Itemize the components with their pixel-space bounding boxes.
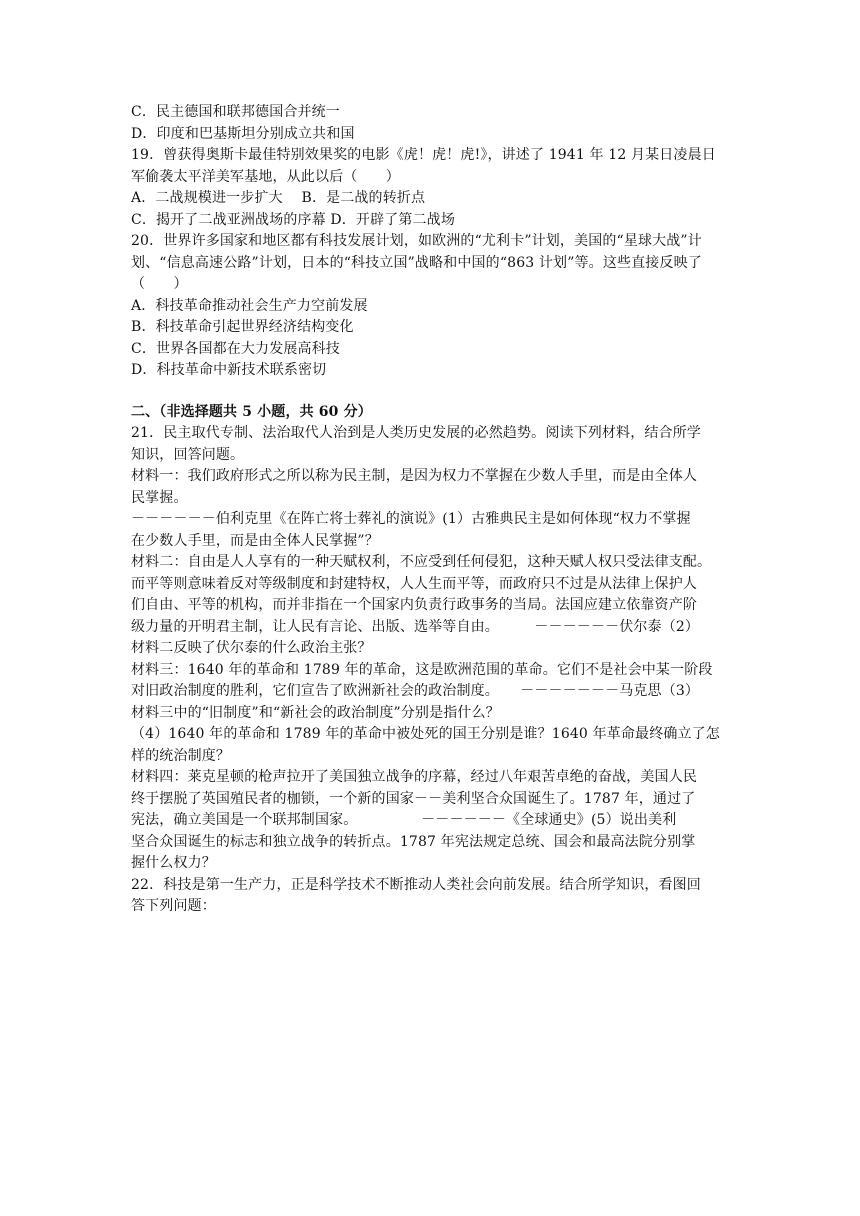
question-22: 22．科技是第一生产力，正是科学技术不断推动人类社会向前发展。结合所学知识，看图回 (131, 876, 701, 893)
text-line: （ ） (131, 276, 188, 292)
text-line: A．科技革命推动社会生产力空前发展 (131, 297, 368, 314)
section-heading: 二、（非选择题共 5 小题，共 60 分） (131, 403, 372, 420)
text-line: 坚合众国诞生的标志和独立战争的转折点。1787 年宪法规定总统、国会和最高法院分别掌 (131, 833, 696, 850)
question-19: 19．曾获得奥斯卡最佳特别效果奖的电影《虎！虎！虎!》，讲述了 1941 年 12 月某日凌晨日 (131, 147, 716, 163)
text-line: 级力量的开明君主制，让人民有言论、出版、选举等自由。 －－－－－－伏尔泰（2） (131, 618, 700, 635)
text-line: B．科技革命引起世界经济结构变化 (131, 319, 354, 335)
material-4: 材料四：莱克星顿的枪声拉开了美国独立战争的序幕，经过八年艰苦卓绝的奋战，美国人民 (131, 769, 697, 785)
text-line: C．世界各国都在大力发展高科技 (131, 340, 340, 357)
question-21: 21．民主取代专制、法治取代人治到是人类历史发展的必然趋势。阅读下列材料，结合所学 (131, 425, 701, 441)
spacer (131, 382, 731, 402)
material-1: 材料一：我们政府形式之所以称为民主制，是因为权力不掌握在少数人手里，而是由全体人 (131, 468, 697, 484)
text-line: 对旧政治制度的胜利，它们宣告了欧洲新社会的政治制度。 －－－－－－－马克思（3） (131, 683, 700, 699)
material-3: 材料三：1640 年的革命和 1789 年的革命，这是欧洲范围的革命。它们不是社会中某一阶段 (131, 661, 713, 678)
text-line: 握什么权力？ (131, 855, 216, 871)
text-line: 宪法，确立美国是一个联邦制国家。 －－－－－－《全球通史》(5）说出美利 (131, 812, 677, 828)
material-2: 材料二：自由是人人享有的一种天赋权利，不应受到任何侵犯，这种天赋人权只受法律支配。 (131, 554, 712, 570)
text-line: 在少数人手里，而是由全体人民掌握”？ (131, 532, 379, 549)
text-line: 终于摆脱了英国殖民者的枷锁，一个新的国家－－美利坚合众国诞生了。1787 年，通过了 (131, 790, 696, 807)
text-line: 划、“信息高速公路”计划，日本的“科技立国”战略和中国的“863 计划”等。这些直接反映了 (131, 254, 702, 271)
text-line: 材料二反映了伏尔泰的什么政治主张？ (131, 640, 372, 656)
question-20: 20．世界许多国家和地区都有科技发展计划，如欧洲的“尤利卡”计划，美国的“星球大战”计 (131, 233, 702, 249)
text-line: 知识，回答问题。 (131, 446, 245, 463)
text-line: 民掌握。 (131, 489, 188, 506)
text-line: 而平等则意味着反对等级制度和封建特权，人人生而平等，而政府只不过是从法律上保护人 (131, 575, 697, 592)
text-line: 样的统治制度？ (131, 747, 231, 764)
text-line: 军偷袭太平洋美军基地，从此以后（ ） (131, 168, 400, 185)
text-line: D．印度和巴基斯坦分别成立共和国 (131, 125, 355, 142)
choice-block (131, 102, 731, 382)
text-line: （4）1640 年的革命和 1789 年的革命中被处死的国王分别是谁？1640 年革命最终确立了怎 (131, 726, 720, 742)
document-body (131, 102, 731, 918)
text-line: 材料三中的“旧制度”和“新社会的政治制度”分别是指什么？ (131, 704, 500, 721)
text-line: 们自由、平等的机构，而并非指在一个国家内负责行政事务的当局。法国应建立依靠资产阶 (131, 597, 697, 613)
text-line: 答下列问题： (131, 898, 216, 914)
text-line: －－－－－－伯利克里《在阵亡将士葬礼的演说》(1）古雅典民主是如何体现“权力不掌握 (131, 511, 691, 527)
text-line: D．科技革命中新技术联系密切 (131, 362, 327, 378)
text-line: C．民主德国和联邦德国合并统一 (131, 104, 340, 120)
text-line: C．揭开了二战亚洲战场的序幕 D．开辟了第二战场 (131, 211, 455, 228)
text-line: A．二战规模进一步扩大 B．是二战的转折点 (131, 190, 426, 206)
non-choice-block (131, 423, 731, 918)
